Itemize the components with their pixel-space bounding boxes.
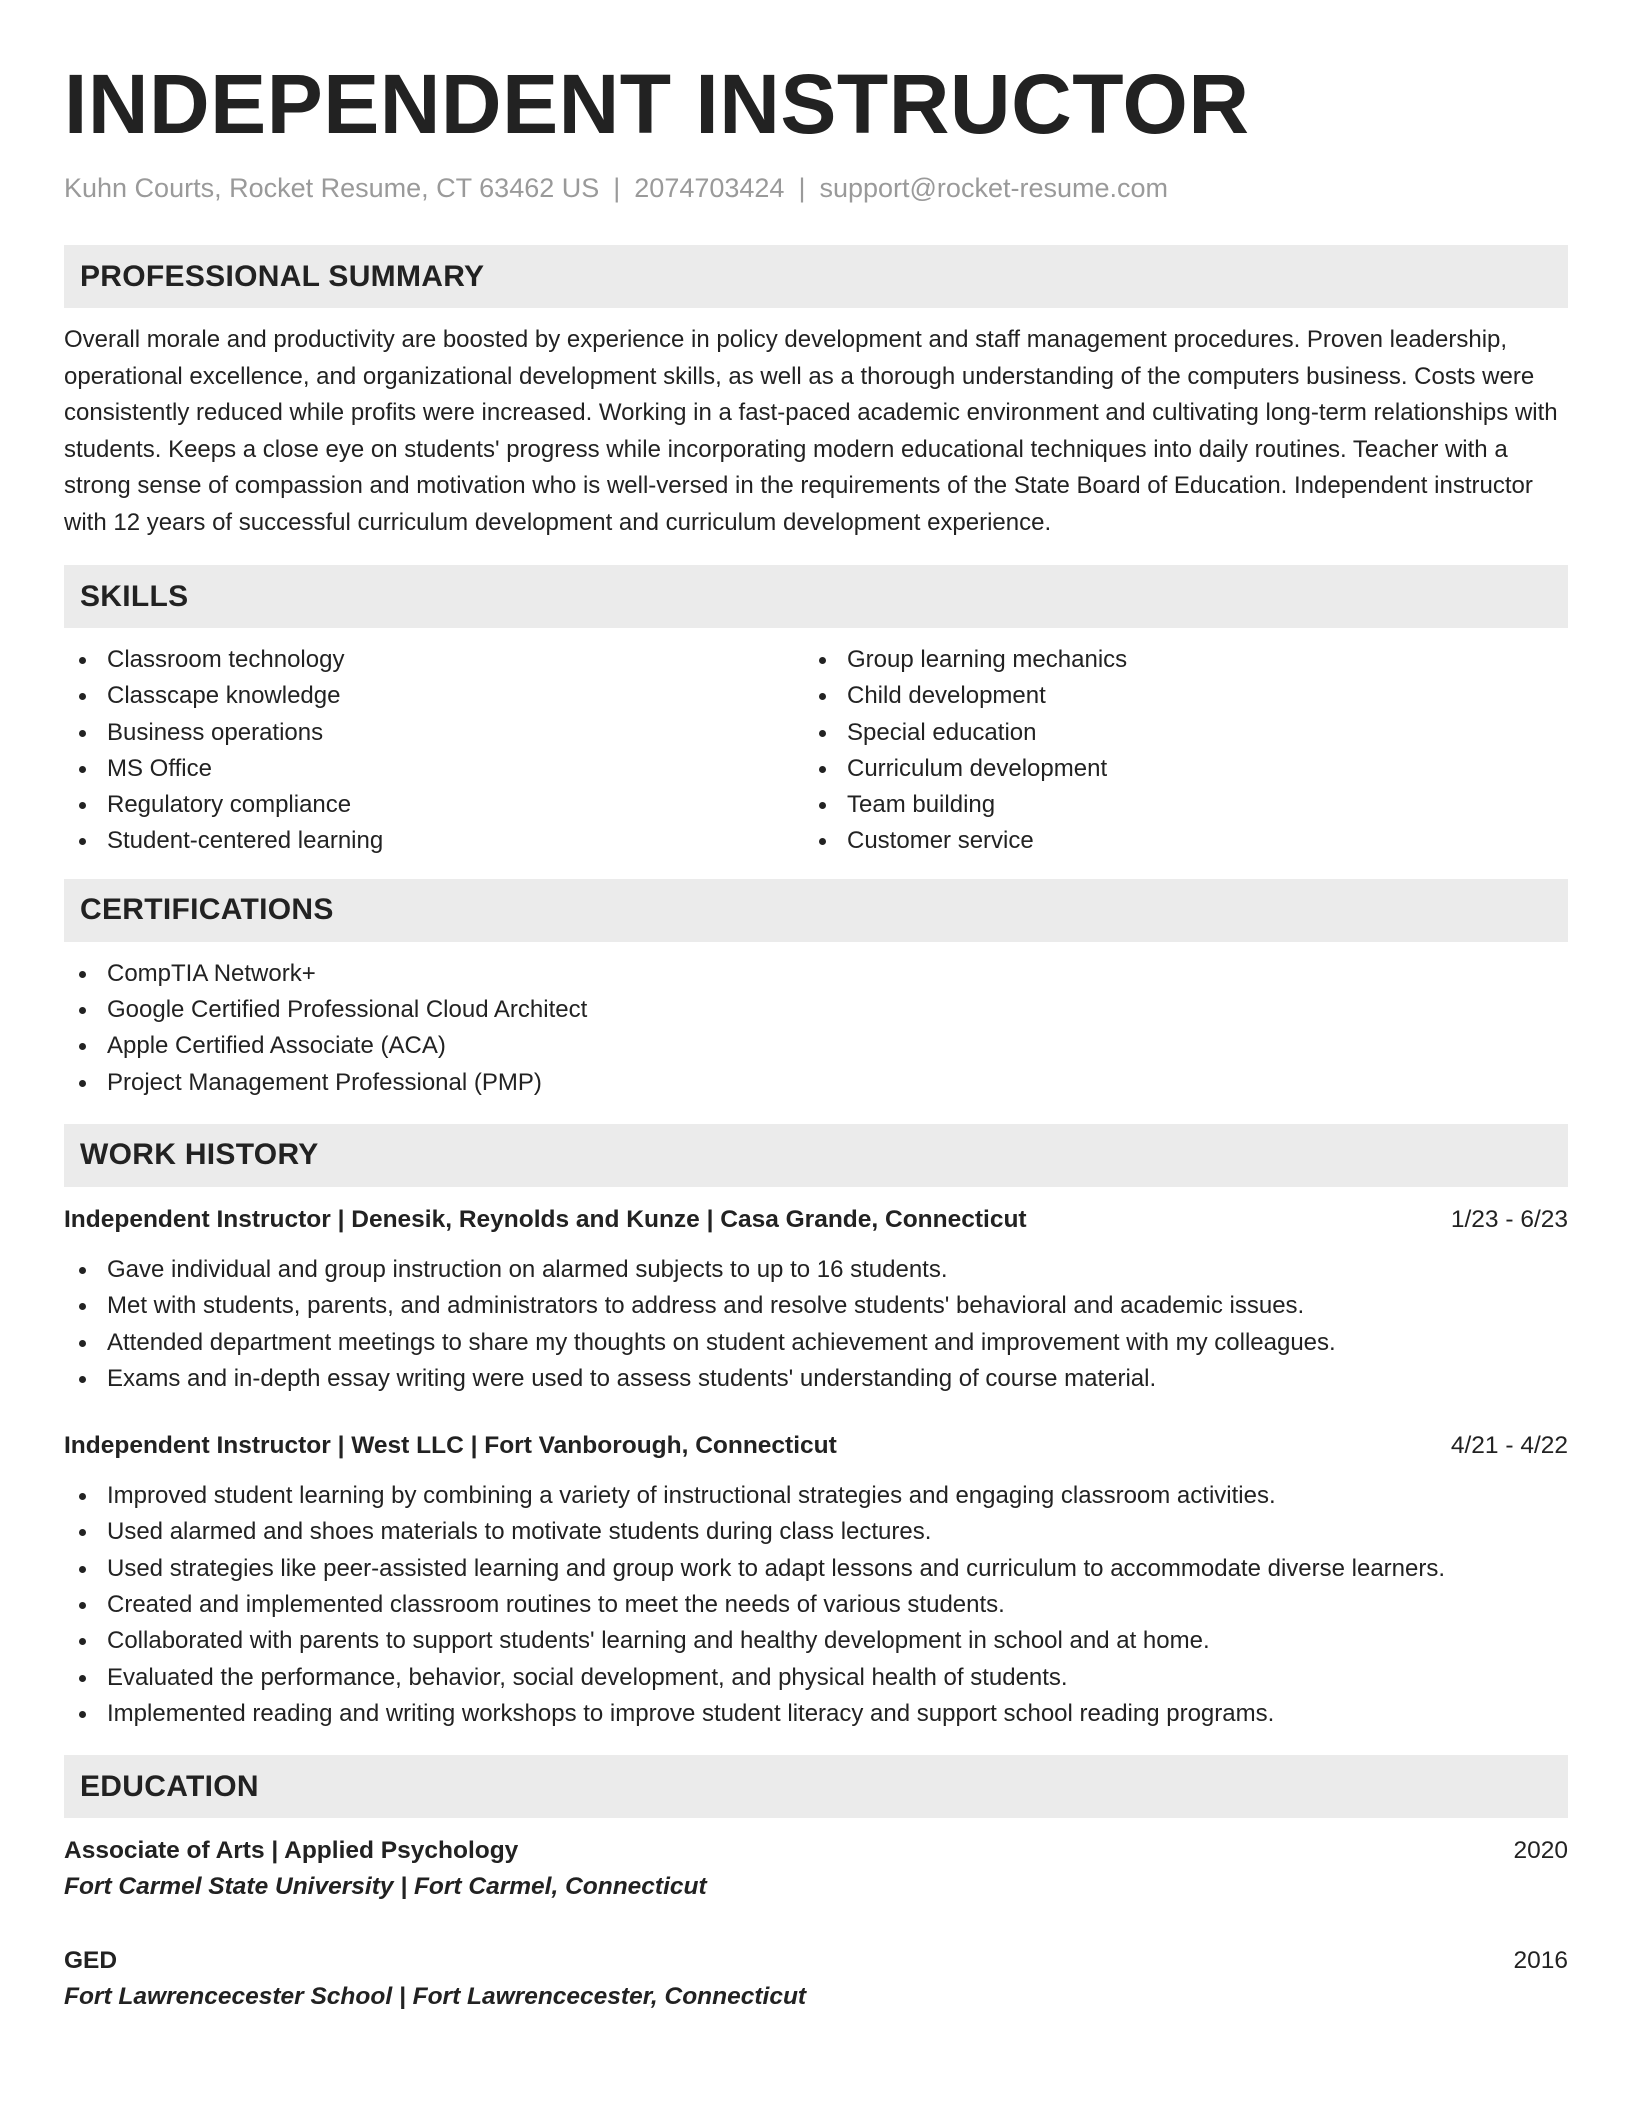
skill-item: Curriculum development (804, 751, 1544, 787)
job-bullet: Attended department meetings to share my thoughts on student achievement and improvement with my colleagues. (64, 1325, 1568, 1361)
education-header (64, 1943, 1568, 1979)
job-bullet: Created and implemented classroom routines to meet the needs of various students. (64, 1587, 1568, 1623)
skill-item: Special education (804, 715, 1544, 751)
job-header (64, 1202, 1568, 1238)
education-year: 2016 (1513, 1947, 1568, 1975)
work-history-heading: WORK HISTORY (64, 1124, 1568, 1187)
summary-heading: PROFESSIONAL SUMMARY (64, 245, 1568, 308)
job-title: Independent Instructor | West LLC | Fort Vanborough, Connecticut (64, 1432, 837, 1460)
certification-item: Project Management Professional (PMP) (64, 1065, 1568, 1101)
certifications-list (64, 956, 1568, 1101)
skill-item: Classcape knowledge (64, 678, 804, 714)
certifications-heading: CERTIFICATIONS (64, 879, 1568, 942)
education-entry (64, 1943, 1568, 2015)
education-heading: EDUCATION (64, 1755, 1568, 1818)
job-bullet: Used alarmed and shoes materials to motivate students during class lectures. (64, 1514, 1568, 1550)
job-entry (64, 1428, 1568, 1732)
education-school: Fort Lawrencecester School | Fort Lawrencecester, Connecticut (64, 1983, 807, 2011)
job-bullet: Evaluated the performance, behavior, social development, and physical health of students. (64, 1660, 1568, 1696)
job-bullet: Improved student learning by combining a variety of instructional strategies and engaging classroom activities. (64, 1478, 1568, 1514)
skill-item: Child development (804, 678, 1544, 714)
skills-column-left (64, 642, 804, 860)
skill-item: Group learning mechanics (804, 642, 1544, 678)
skill-item: MS Office (64, 751, 804, 787)
skill-item: Regulatory compliance (64, 787, 804, 823)
education-school: Fort Carmel State University | Fort Carmel, Connecticut (64, 1873, 707, 1901)
job-bullet: Implemented reading and writing workshops to improve student literacy and support school reading programs. (64, 1696, 1568, 1732)
education-degree: GED (64, 1947, 118, 1975)
job-bullet: Met with students, parents, and administrators to address and resolve students' behavioral and academic issues. (64, 1288, 1568, 1324)
job-bullet: Exams and in-depth essay writing were used to assess students' understanding of course material. (64, 1361, 1568, 1397)
contact-phone: 2074703424 (634, 173, 785, 203)
certification-item: Google Certified Professional Cloud Architect (64, 992, 1568, 1028)
skills-column-right (804, 642, 1544, 860)
education-degree: Associate of Arts | Applied Psychology (64, 1837, 519, 1865)
skill-item: Business operations (64, 715, 804, 751)
job-header (64, 1428, 1568, 1464)
job-bullet: Collaborated with parents to support students' learning and healthy development in school and at home. (64, 1623, 1568, 1659)
candidate-name: INDEPENDENT INSTRUCTOR (64, 57, 1250, 151)
job-dates: 1/23 - 6/23 (1450, 1205, 1568, 1233)
education-year: 2020 (1513, 1837, 1568, 1865)
contact-address: Kuhn Courts, Rocket Resume, CT 63462 US (64, 173, 600, 203)
job-bullets (64, 1478, 1568, 1732)
contact-separator: | (613, 173, 621, 203)
certification-item: CompTIA Network+ (64, 956, 1568, 992)
contact-email: support@rocket-resume.com (819, 173, 1168, 203)
job-title: Independent Instructor | Denesik, Reynolds and Kunze | Casa Grande, Connecticut (64, 1205, 1027, 1233)
job-entry (64, 1202, 1568, 1397)
contact-line (64, 170, 1568, 206)
skill-item: Student-centered learning (64, 823, 804, 859)
job-bullets (64, 1252, 1568, 1397)
certification-item: Apple Certified Associate (ACA) (64, 1028, 1568, 1064)
skills-grid (64, 642, 1568, 860)
job-bullet: Used strategies like peer-assisted learning and group work to adapt lessons and curriculum to accommodate diverse learners. (64, 1551, 1568, 1587)
education-header (64, 1833, 1568, 1869)
education-entry (64, 1833, 1568, 1905)
job-dates: 4/21 - 4/22 (1450, 1432, 1568, 1460)
skill-item: Team building (804, 787, 1544, 823)
job-bullet: Gave individual and group instruction on alarmed subjects to up to 16 students. (64, 1252, 1568, 1288)
skill-item: Customer service (804, 823, 1544, 859)
contact-separator: | (798, 173, 806, 203)
skills-heading: SKILLS (64, 565, 1568, 628)
summary-text: Overall morale and productivity are boosted by experience in policy development and staff management procedures. Proven leadership, operational excellence, and organizational development skills, as well as a thorough understanding of the computers business. Costs were consistently reduced while profits were increased. Working in a fast-paced academic environment and cultivating long-term relationships with students. Keeps a close eye on students' progress while incorporating modern educational techniques into daily routines. Teacher with a strong sense of compassion and motivation who is well-versed in the requirements of the State Board of Education. Independent instructor with 12 years of successful curriculum development and curriculum development experience. (64, 326, 1558, 536)
skill-item: Classroom technology (64, 642, 804, 678)
